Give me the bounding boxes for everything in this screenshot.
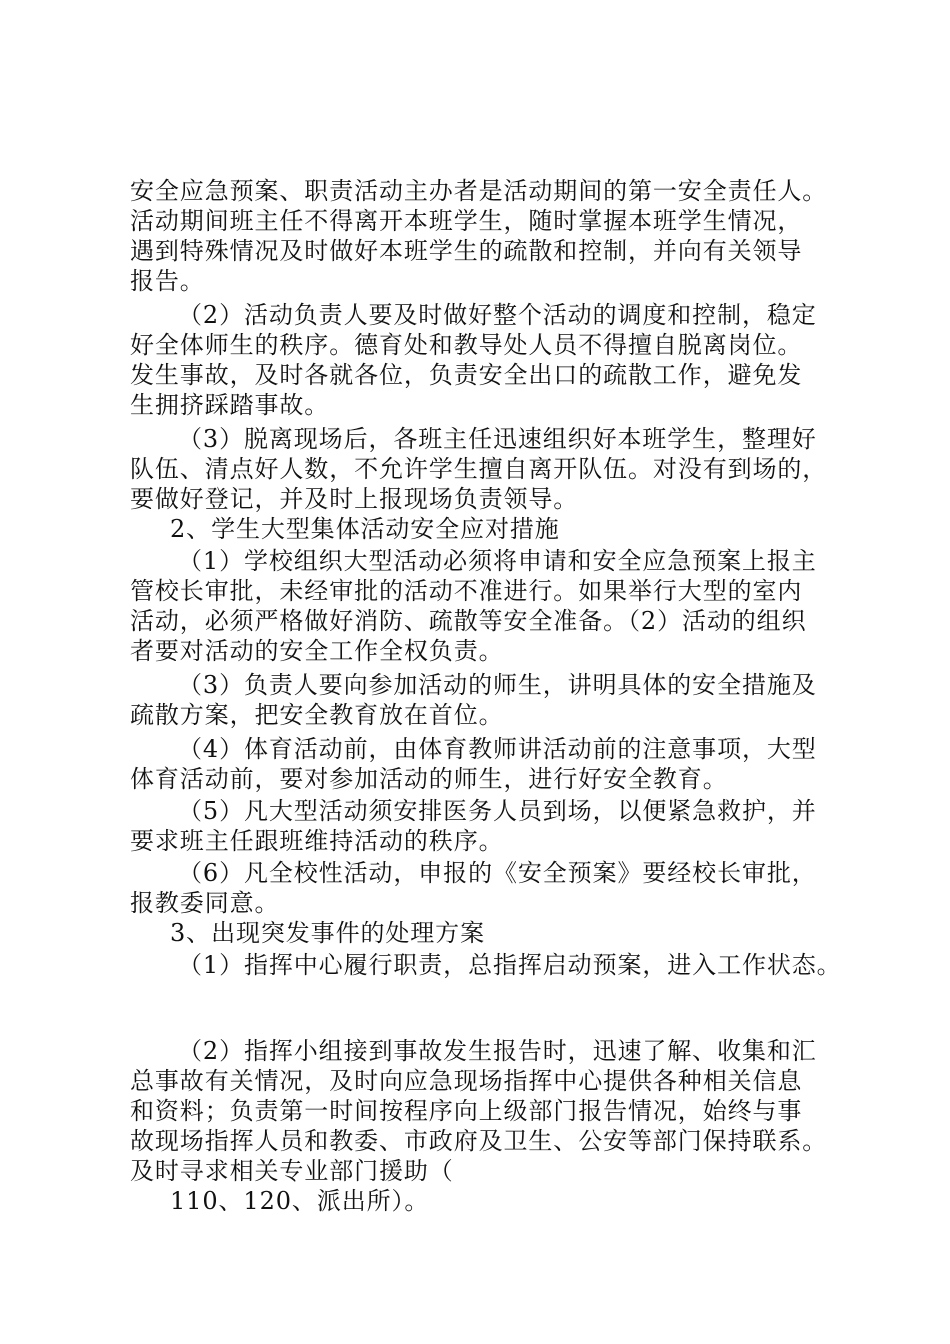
paragraph-line: 发生事故，及时各就各位，负责安全出口的疏散工作，避免发 [130,361,803,389]
paragraph-line: （2）指挥小组接到事故发生报告时，迅速了解、收集和汇 [178,1037,817,1065]
paragraph-line: 报告。 [130,267,205,295]
section-heading: 2、学生大型集体活动安全应对措施 [170,515,560,543]
paragraph-line: 好全体师生的秩序。德育处和教导处人员不得擅自脱离岗位。 [130,331,803,359]
paragraph-line: 者要对活动的安全工作全权负责。 [130,637,504,665]
paragraph-line: （6）凡全校性活动，申报的《安全预案》要经校长审批， [178,859,817,887]
paragraph-line: （1）指挥中心履行职责，总指挥启动预案，进入工作状态。 [178,951,842,979]
paragraph-line: 安全应急预案、职责活动主办者是活动期间的第一安全责任人。 [130,177,828,205]
paragraph-line: 故现场指挥人员和教委、市政府及卫生、公安等部门保持联系。 [130,1127,828,1155]
paragraph-line: （3）负责人要向参加活动的师生，讲明具体的安全措施及 [178,671,817,699]
paragraph-line: 疏散方案，把安全教育放在首位。 [130,701,504,729]
paragraph-line: 报教委同意。 [130,889,280,917]
paragraph-line: 队伍、清点好人数，不允许学生擅自离开队伍。对没有到场的， [130,455,828,483]
paragraph-line: 遇到特殊情况及时做好本班学生的疏散和控制，并向有关领导 [130,237,803,265]
paragraph-line: 活动期间班主任不得离开本班学生，随时掌握本班学生情况， [130,207,803,235]
paragraph-line: 生拥挤踩踏事故。 [130,391,330,419]
paragraph-line: 总事故有关情况，及时向应急现场指挥中心提供各种相关信息 [130,1067,803,1095]
paragraph-line: 活动，必须严格做好消防、疏散等安全准备。（2）活动的组织 [130,607,807,635]
section-heading: 3、出现突发事件的处理方案 [170,919,485,947]
paragraph-line: 及时寻求相关专业部门援助（ [130,1157,454,1185]
paragraph-line: （1）学校组织大型活动必须将申请和安全应急预案上报主 [178,547,817,575]
paragraph-line: （4）体育活动前，由体育教师讲活动前的注意事项，大型 [178,735,817,763]
paragraph-line: 和资料；负责第一时间按程序向上级部门报告情况，始终与事 [130,1097,803,1125]
paragraph-line: 110、120、派出所）。 [170,1187,430,1215]
paragraph-line: 体育活动前，要对参加活动的师生，进行好安全教育。 [130,765,728,793]
paragraph-line: （3）脱离现场后，各班主任迅速组织好本班学生，整理好 [178,425,817,453]
paragraph-line: 管校长审批，未经审批的活动不准进行。如果举行大型的室内 [130,577,803,605]
paragraph-line: 要求班主任跟班维持活动的秩序。 [130,827,504,855]
paragraph-line: （2）活动负责人要及时做好整个活动的调度和控制，稳定 [178,301,817,329]
paragraph-line: 要做好登记，并及时上报现场负责领导。 [130,485,579,513]
paragraph-line: （5）凡大型活动须安排医务人员到场，以便紧急救护，并 [178,797,817,825]
